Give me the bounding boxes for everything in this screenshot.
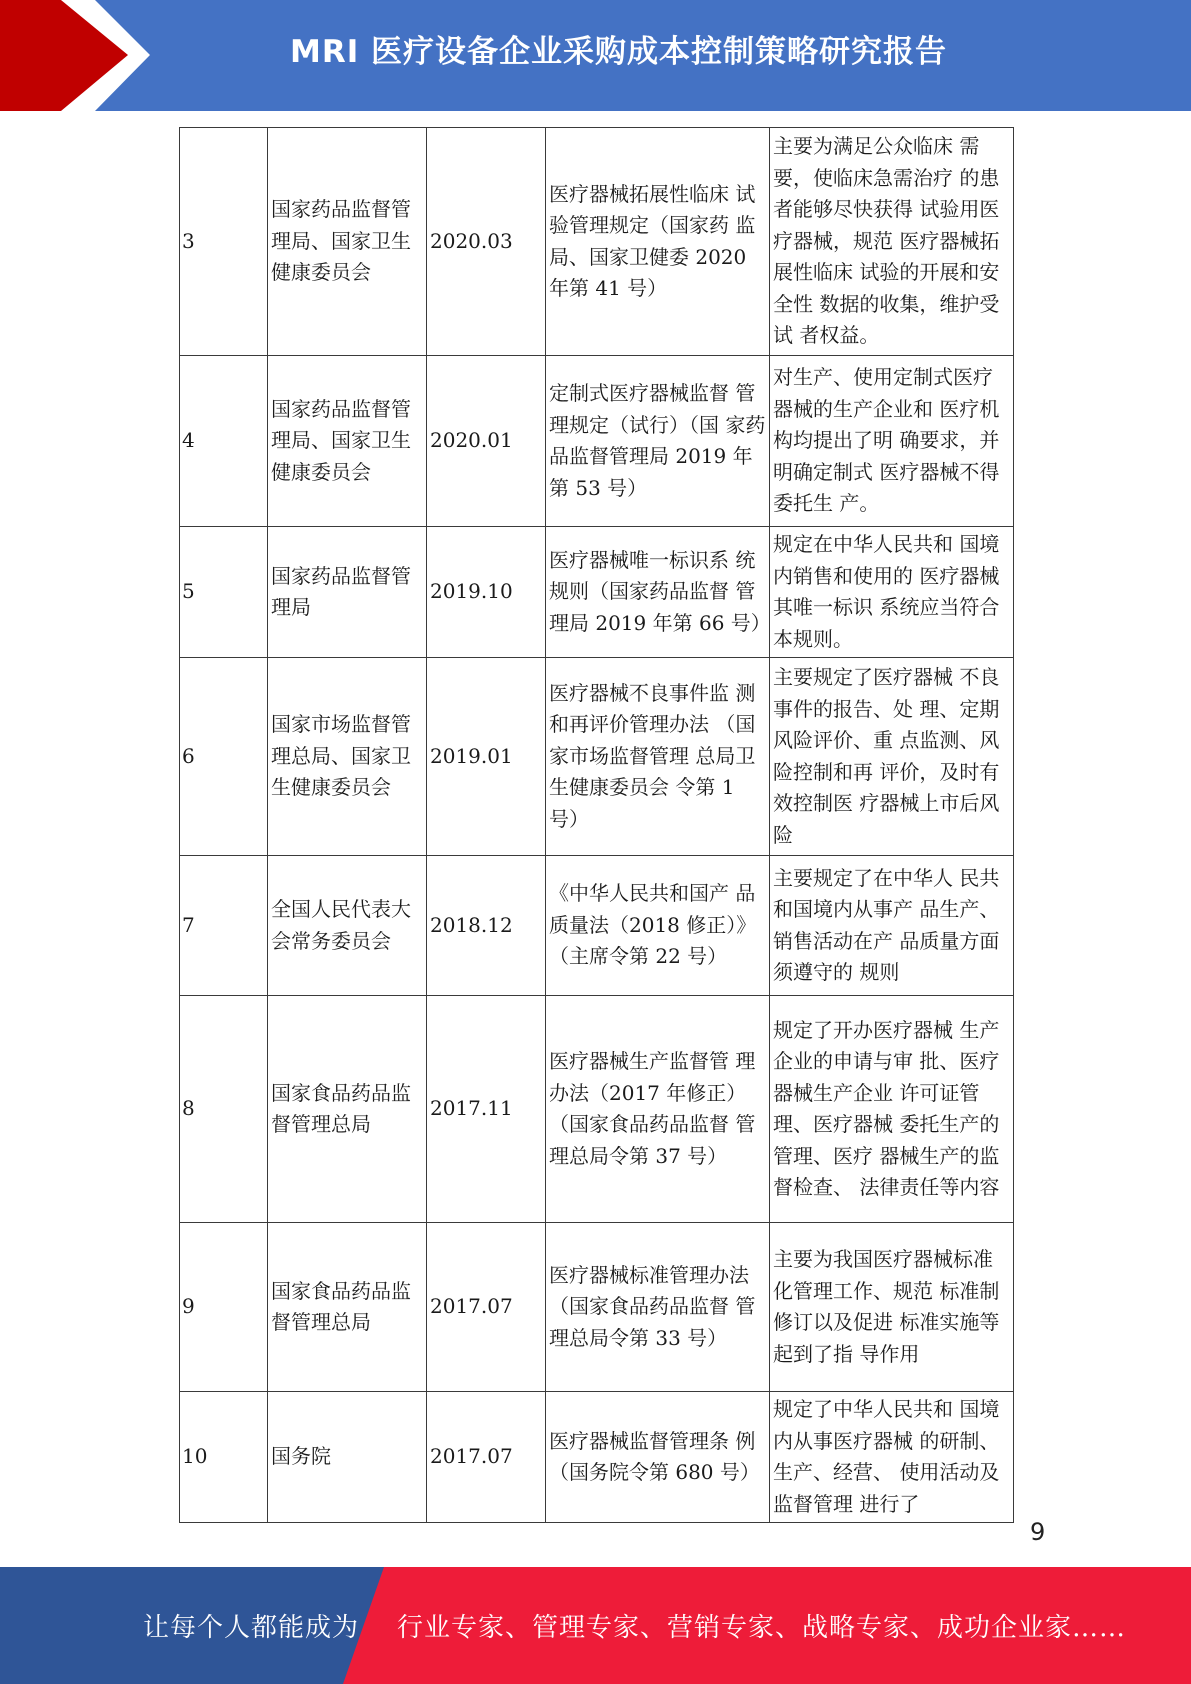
regulation-title: 医疗器械监督管理条 例（国务院令第 680 号） — [546, 1392, 770, 1523]
issue-date: 2017.11 — [427, 996, 546, 1223]
page-footer — [0, 1567, 1191, 1684]
regulation-summary: 主要规定了在中华人 民共和国境内从事产 品生产、销售活动在产 品质量方面须遵守的 规则 — [770, 856, 1014, 996]
regulation-summary: 规定在中华人民共和 国境内销售和使用的 医疗器械其唯一标识 系统应当符合本规则。 — [770, 527, 1014, 658]
regulations-table — [179, 127, 1014, 1523]
table-row — [180, 1392, 1014, 1523]
table-row — [180, 856, 1014, 996]
regulation-summary: 主要为满足公众临床 需要，使临床急需治疗 的患者能够尽快获得 试验用医疗器械，规范 医疗器械拓展性临床 试验的开展和安全性 数据的收集，维护受试 者权益。 — [770, 128, 1014, 356]
table-row — [180, 996, 1014, 1223]
issuing-agency: 国家药品监督管理局、国家卫生健康委员会 — [268, 356, 427, 527]
page-header — [0, 0, 1191, 111]
table-row — [180, 658, 1014, 856]
row-number: 4 — [180, 356, 268, 527]
regulation-title: 定制式医疗器械监督 管理规定（试行）（国 家药品监督管理局 2019 年第 53 号） — [546, 356, 770, 527]
row-number: 8 — [180, 996, 268, 1223]
issuing-agency: 全国人民代表大会常务委员会 — [268, 856, 427, 996]
issue-date: 2019.01 — [427, 658, 546, 856]
footer-slogan-left: 让每个人都能成为 — [143, 1613, 360, 1643]
regulation-title: 《中华人民共和国产 品质量法（2018 修正）》（主席令第 22 号） — [546, 856, 770, 996]
regulation-title: 医疗器械不良事件监 测和再评价管理办法 （国家市场监督管理 总局卫生健康委员会 令第 1 号） — [546, 658, 770, 856]
issue-date: 2019.10 — [427, 527, 546, 658]
issuing-agency: 国家市场监督管理总局、国家卫生健康委员会 — [268, 658, 427, 856]
regulation-title: 医疗器械生产监督管 理办法（2017 年修正）（国家食品药品监督 管理总局令第 37 号） — [546, 996, 770, 1223]
footer-slogan-right: 行业专家、管理专家、营销专家、战略专家、成功企业家…… — [397, 1613, 1127, 1643]
issue-date: 2020.03 — [427, 128, 546, 356]
row-number: 7 — [180, 856, 268, 996]
row-number: 5 — [180, 527, 268, 658]
issue-date: 2017.07 — [427, 1392, 546, 1523]
row-number: 10 — [180, 1392, 268, 1523]
regulation-title: 医疗器械唯一标识系 统规则（国家药品监督 管理局 2019 年第 66 号） — [546, 527, 770, 658]
issue-date: 2018.12 — [427, 856, 546, 996]
table-row — [180, 527, 1014, 658]
issuing-agency: 国家食品药品监督管理总局 — [268, 996, 427, 1223]
regulation-summary: 规定了中华人民共和 国境内从事医疗器械 的研制、生产、经营、 使用活动及监督管理 进行了 — [770, 1392, 1014, 1523]
issuing-agency: 国务院 — [268, 1392, 427, 1523]
issue-date: 2020.01 — [427, 356, 546, 527]
regulation-summary: 对生产、使用定制式医疗器械的生产企业和 医疗机构均提出了明 确要求，并明确定制式 医疗器械不得委托生 产。 — [770, 356, 1014, 527]
table-row — [180, 128, 1014, 356]
issue-date: 2017.07 — [427, 1223, 546, 1392]
page-number: 9 — [1030, 1518, 1046, 1546]
issuing-agency: 国家食品药品监督管理总局 — [268, 1223, 427, 1392]
table-row — [180, 1223, 1014, 1392]
report-title: MRI 医疗设备企业采购成本控制策略研究报告 — [290, 34, 948, 70]
row-number: 9 — [180, 1223, 268, 1392]
issuing-agency: 国家药品监督管理局、国家卫生健康委员会 — [268, 128, 427, 356]
regulation-title: 医疗器械拓展性临床 试验管理规定（国家药 监局、国家卫健委 2020 年第 41 号） — [546, 128, 770, 356]
row-number: 6 — [180, 658, 268, 856]
row-number: 3 — [180, 128, 268, 356]
regulation-summary: 主要为我国医疗器械标准化管理工作、规范 标准制修订以及促进 标准实施等起到了指 导作用 — [770, 1223, 1014, 1392]
regulation-title: 医疗器械标准管理办法（国家食品药品监督 管理总局令第 33 号） — [546, 1223, 770, 1392]
regulation-summary: 规定了开办医疗器械 生产企业的申请与审 批、医疗器械生产企业 许可证管理、医疗器械 委托生产的管理、医疗 器械生产的监督检查、 法律责任等内容 — [770, 996, 1014, 1223]
issuing-agency: 国家药品监督管理局 — [268, 527, 427, 658]
regulation-summary: 主要规定了医疗器械 不良事件的报告、处 理、定期风险评价、重 点监测、风险控制和再 评价，及时有效控制医 疗器械上市后风险 — [770, 658, 1014, 856]
table-row — [180, 356, 1014, 527]
